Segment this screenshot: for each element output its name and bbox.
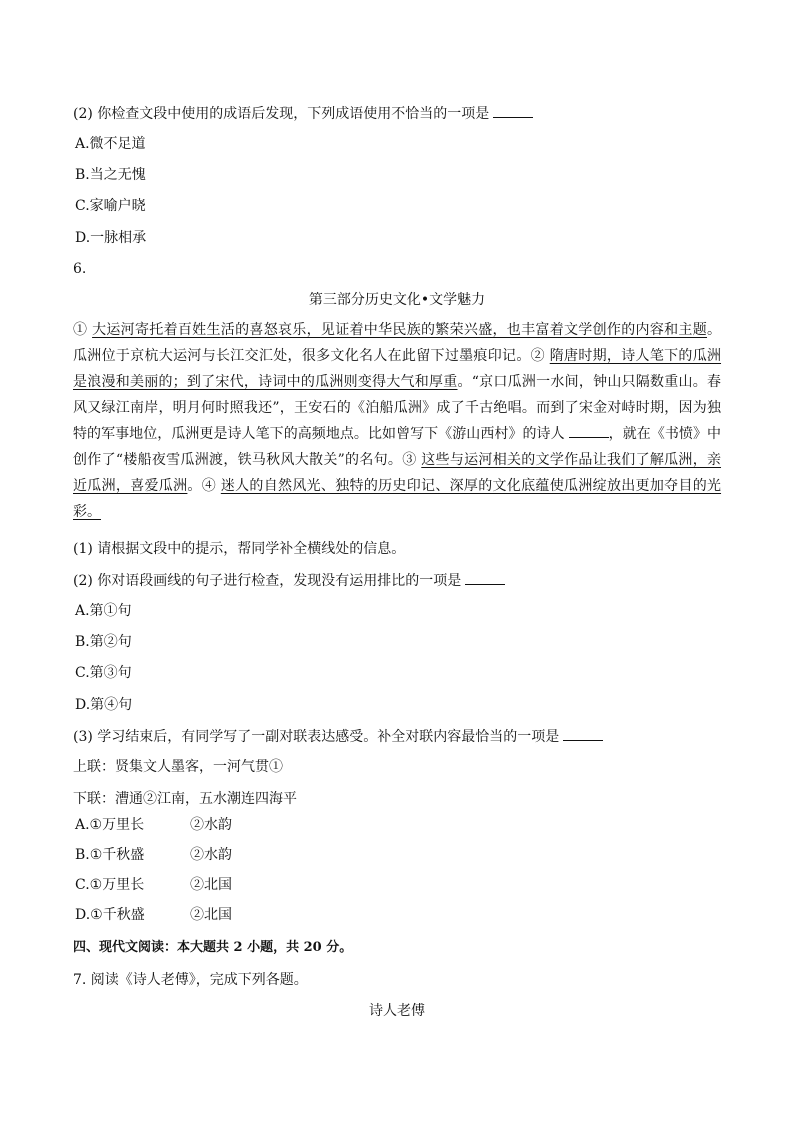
passage-text-4: 。 — [187, 478, 202, 494]
q7-stem: 7. 阅读《诗人老傅》，完成下列各题。 — [73, 972, 308, 988]
answer-blank[interactable] — [465, 570, 505, 585]
q6-sub2-option-c: C.第③句 — [75, 665, 132, 681]
option-c-part2: ②北国 — [190, 877, 232, 893]
couplet-lower: 下联：漕通②江南，五水潮连四海平 — [73, 791, 297, 807]
couplet-upper: 上联：贤集文人墨客，一河气贯① — [73, 759, 283, 775]
option-d-part2: ②北国 — [190, 907, 232, 923]
q6-sub3-option-d — [75, 905, 232, 925]
option-a-part2: ②水韵 — [190, 817, 232, 833]
article-title: 诗人老傅 — [369, 1003, 425, 1019]
sentence-mark-4: ④ — [201, 478, 217, 494]
q6-sub2-option-a: A.第①句 — [75, 603, 132, 619]
section-title: 第三部分历史文化•文学魅力 — [308, 292, 486, 308]
q6-sub2-option-b: B.第②句 — [75, 634, 132, 650]
q6-sub3-option-c — [75, 875, 232, 895]
underlined-sentence-2: 隋唐时期，诗人笔下的瓜洲是浪漫和美丽的；到了宋代，诗词中的瓜洲则变得大气和厚重 — [73, 348, 722, 390]
sentence-mark-2: ② — [530, 348, 545, 364]
q5-2-stem — [73, 103, 533, 124]
q6-sub2-stem-text: (2) 你对语段画线的句子进行检查，发现没有运用排比的一项是 — [73, 573, 462, 589]
option-b-part2: ②水韵 — [190, 847, 232, 863]
passage-text-2: 。“京口瓜洲一水间，钟山只隔数重山。春风又绿江南岸，明月何时照我还”，王安石的《泊船瓜洲》成了千古绝唱。而到了宋金对峙时期，因为独特的军事地位，瓜洲更是诗人笔下的高频地点。比如曾写下《游山西村》的诗人 — [73, 374, 722, 442]
option-d-part1: D.①千秋盛 — [75, 907, 145, 923]
q6-passage — [73, 317, 721, 525]
sentence-mark-1: ① — [73, 322, 88, 338]
q6-number: 6. — [73, 261, 87, 277]
underlined-sentence-4: 迷人的自然风光、独特的历史印记、深厚的文化底蕴使瓜洲绽放出更加夺目的光彩。 — [73, 478, 722, 520]
q6-sub2-stem — [73, 570, 505, 591]
section-4-heading: 四、现代文阅读：本大题共 2 小题，共 20 分。 — [73, 940, 353, 955]
q5-2-option-b: B.当之无愧 — [75, 167, 146, 183]
q6-sub3-stem-text: (3) 学习结束后，有同学写了一副对联表达感受。补全对联内容最恰当的一项是 — [73, 729, 560, 745]
q6-sub1: (1) 请根据文段中的提示，帮同学补全横线处的信息。 — [73, 541, 406, 557]
q5-2-option-c: C.家喻户晓 — [75, 198, 146, 214]
option-c-part1: C.①万里长 — [75, 877, 145, 893]
passage-blank[interactable] — [569, 423, 609, 438]
answer-blank[interactable] — [493, 103, 533, 118]
q6-sub3-option-a — [75, 815, 232, 835]
q5-2-option-d: D.一脉相承 — [75, 230, 147, 246]
passage-text-1: 。瓜洲位于京杭大运河与长江交汇处，很多文化名人在此留下过墨痕印记。 — [73, 322, 722, 364]
option-a-part1: A.①万里长 — [75, 817, 145, 833]
passage-text-3: ，就在《书愤》中创作了“楼船夜雪瓜洲渡，铁马秋风大散关”的名句。 — [73, 426, 722, 468]
option-b-part1: B.①千秋盛 — [75, 847, 145, 863]
q6-sub3-option-b — [75, 845, 232, 865]
q6-sub3-stem — [73, 726, 603, 747]
q5-2-stem-text: (2) 你检查文段中使用的成语后发现，下列成语使用不恰当的一项是 — [73, 106, 490, 122]
sentence-mark-3: ③ — [402, 452, 417, 468]
q5-2-option-a: A.微不足道 — [75, 136, 146, 152]
answer-blank[interactable] — [563, 726, 603, 741]
underlined-sentence-1: 大运河寄托着百姓生活的喜怒哀乐，见证着中华民族的繁荣兴盛，也丰富着文学创作的内容和主题 — [92, 322, 708, 338]
q6-sub2-option-d: D.第④句 — [75, 697, 133, 713]
underlined-sentence-3: 这些与运河相关的文学作品让我们了解瓜洲，亲近瓜洲，喜爱瓜洲 — [73, 452, 722, 494]
